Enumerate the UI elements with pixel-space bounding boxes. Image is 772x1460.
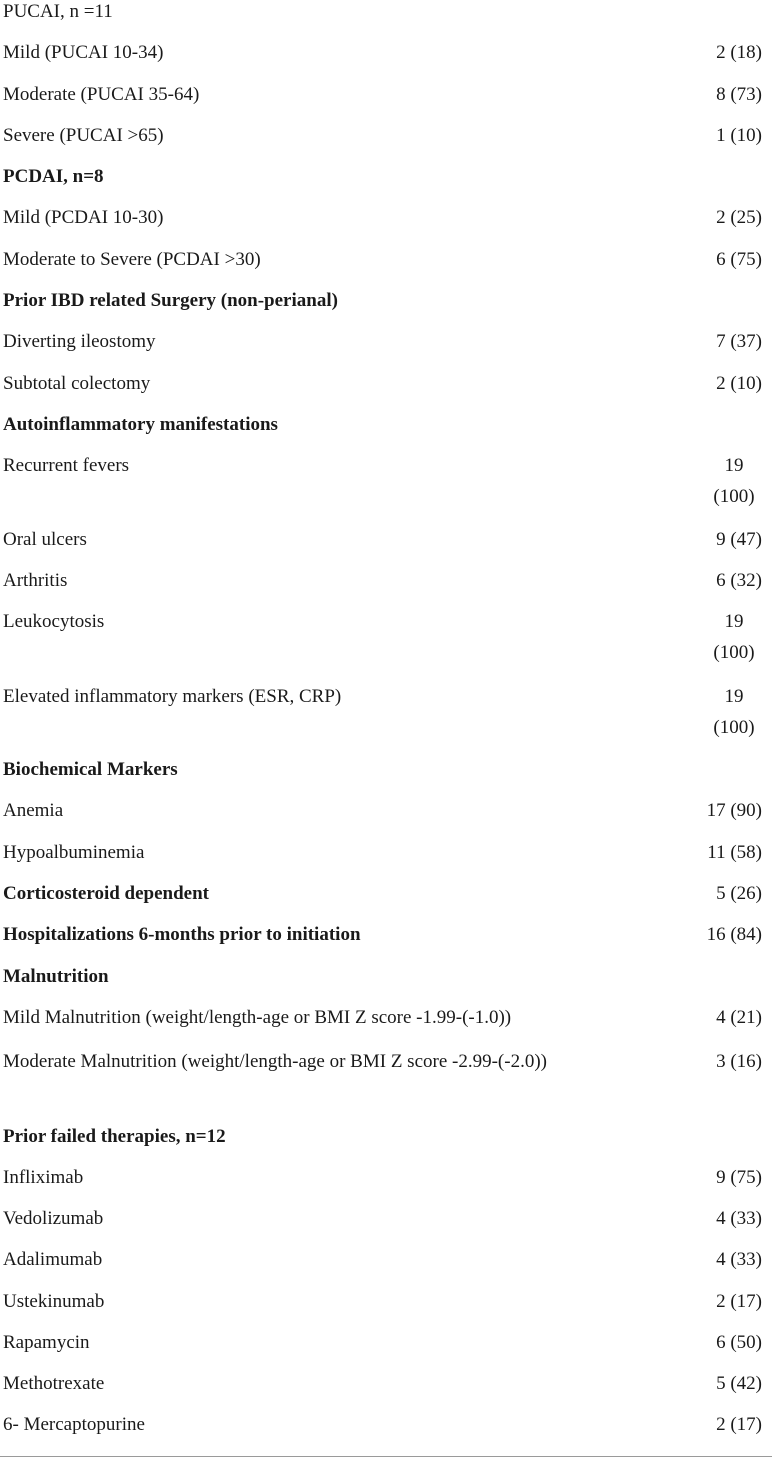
row-value: 9 (75): [716, 1167, 762, 1188]
table-row: [0, 197, 772, 239]
table-row: [0, 239, 772, 280]
row-value: 3 (16): [716, 1051, 762, 1072]
table-row: [0, 1041, 772, 1116]
row-value: 7 (37): [716, 331, 762, 352]
row-value: 4 (33): [716, 1208, 762, 1229]
table-row: [0, 997, 772, 1041]
row-value: 5 (42): [716, 1373, 762, 1394]
row-label: Prior failed therapies, n=12: [3, 1126, 226, 1147]
row-label: PUCAI, n =11: [3, 1, 113, 22]
row-value: 5 (26): [716, 883, 762, 904]
row-label: Hospitalizations 6-months prior to initiation: [3, 924, 361, 945]
table-row: [0, 1363, 772, 1404]
row-label: Anemia: [3, 800, 64, 821]
row-value: 2 (17): [716, 1414, 762, 1435]
row-label: Elevated inflammatory markers (ESR, CRP): [3, 686, 342, 707]
row-value: 19 (100): [713, 686, 755, 738]
table-bottom-rule: [0, 1456, 772, 1457]
row-label: Severe (PUCAI >65): [3, 125, 164, 146]
row-label: Rapamycin: [3, 1332, 90, 1353]
row-label: Adalimumab: [3, 1249, 103, 1270]
row-label: Methotrexate: [3, 1373, 105, 1394]
row-value: 11 (58): [707, 842, 762, 863]
row-value: 8 (73): [716, 84, 762, 105]
row-label: Infliximab: [3, 1167, 84, 1188]
row-value: 4 (33): [716, 1249, 762, 1270]
row-label: Moderate Malnutrition (weight/length-age or BMI Z score -2.99-(-2.0)): [3, 1051, 547, 1072]
row-label: Moderate to Severe (PCDAI >30): [3, 249, 261, 270]
row-label: Hypoalbuminemia: [3, 842, 145, 863]
table-row: [0, 363, 772, 404]
row-value: 2 (17): [716, 1291, 762, 1312]
row-label: Malnutrition: [3, 966, 109, 987]
table-row: [0, 445, 772, 519]
table-row: [0, 321, 772, 363]
table-row: [0, 832, 772, 873]
table-row: [0, 1157, 772, 1198]
row-label: Mild (PCDAI 10-30): [3, 207, 164, 228]
table-section-header: [0, 156, 772, 197]
row-value: 4 (21): [716, 1007, 762, 1028]
table-row: [0, 115, 772, 156]
row-label: PCDAI, n=8: [3, 166, 104, 187]
row-label: Autoinflammatory manifestations: [3, 414, 278, 435]
table-row: [0, 914, 772, 956]
row-label: Corticosteroid dependent: [3, 883, 209, 904]
row-label: Prior IBD related Surgery (non-perianal): [3, 290, 338, 311]
row-value: 6 (75): [716, 249, 762, 270]
table-row: [0, 1281, 772, 1322]
table-row: [0, 676, 772, 749]
table-row: [0, 790, 772, 832]
table-section-header: [0, 1116, 772, 1157]
row-label: 6- Mercaptopurine: [3, 1414, 145, 1435]
row-value: 2 (25): [716, 207, 762, 228]
table-row: [0, 32, 772, 74]
table-row: [0, 873, 772, 914]
table-section-header: [0, 280, 772, 321]
row-label: Vedolizumab: [3, 1208, 104, 1229]
row-value: 16 (84): [706, 924, 762, 945]
row-label: Moderate (PUCAI 35-64): [3, 84, 200, 105]
table-row: [0, 519, 772, 560]
row-value: 19 (100): [713, 611, 755, 663]
row-value: 6 (32): [716, 570, 762, 591]
row-label: Oral ulcers: [3, 529, 87, 550]
row-value: 6 (50): [716, 1332, 762, 1353]
row-label: Mild Malnutrition (weight/length-age or BMI Z score -1.99-(-1.0)): [3, 1007, 512, 1028]
table-row: [0, 1239, 772, 1281]
table-section-header: [0, 749, 772, 790]
table-section-header: [0, 0, 772, 32]
row-value: 2 (18): [716, 42, 762, 63]
row-value: 2 (10): [716, 373, 762, 394]
table-section-header: [0, 404, 772, 445]
table-row: [0, 1322, 772, 1363]
table-row: [0, 1198, 772, 1239]
table-section-header: [0, 956, 772, 997]
row-label: Arthritis: [3, 570, 68, 591]
row-label: Subtotal colectomy: [3, 373, 151, 394]
table-row: [0, 74, 772, 115]
table-row: [0, 601, 772, 676]
row-value: 9 (47): [716, 529, 762, 550]
table-row: [0, 1404, 772, 1446]
row-label: Ustekinumab: [3, 1291, 105, 1312]
row-label: Biochemical Markers: [3, 759, 178, 780]
row-value: 19 (100): [713, 455, 755, 507]
row-value: 17 (90): [706, 800, 762, 821]
table-row: [0, 560, 772, 601]
row-label: Leukocytosis: [3, 611, 105, 632]
row-label: Mild (PUCAI 10-34): [3, 42, 164, 63]
row-value: 1 (10): [716, 125, 762, 146]
row-label: Recurrent fevers: [3, 455, 130, 476]
row-label: Diverting ileostomy: [3, 331, 156, 352]
